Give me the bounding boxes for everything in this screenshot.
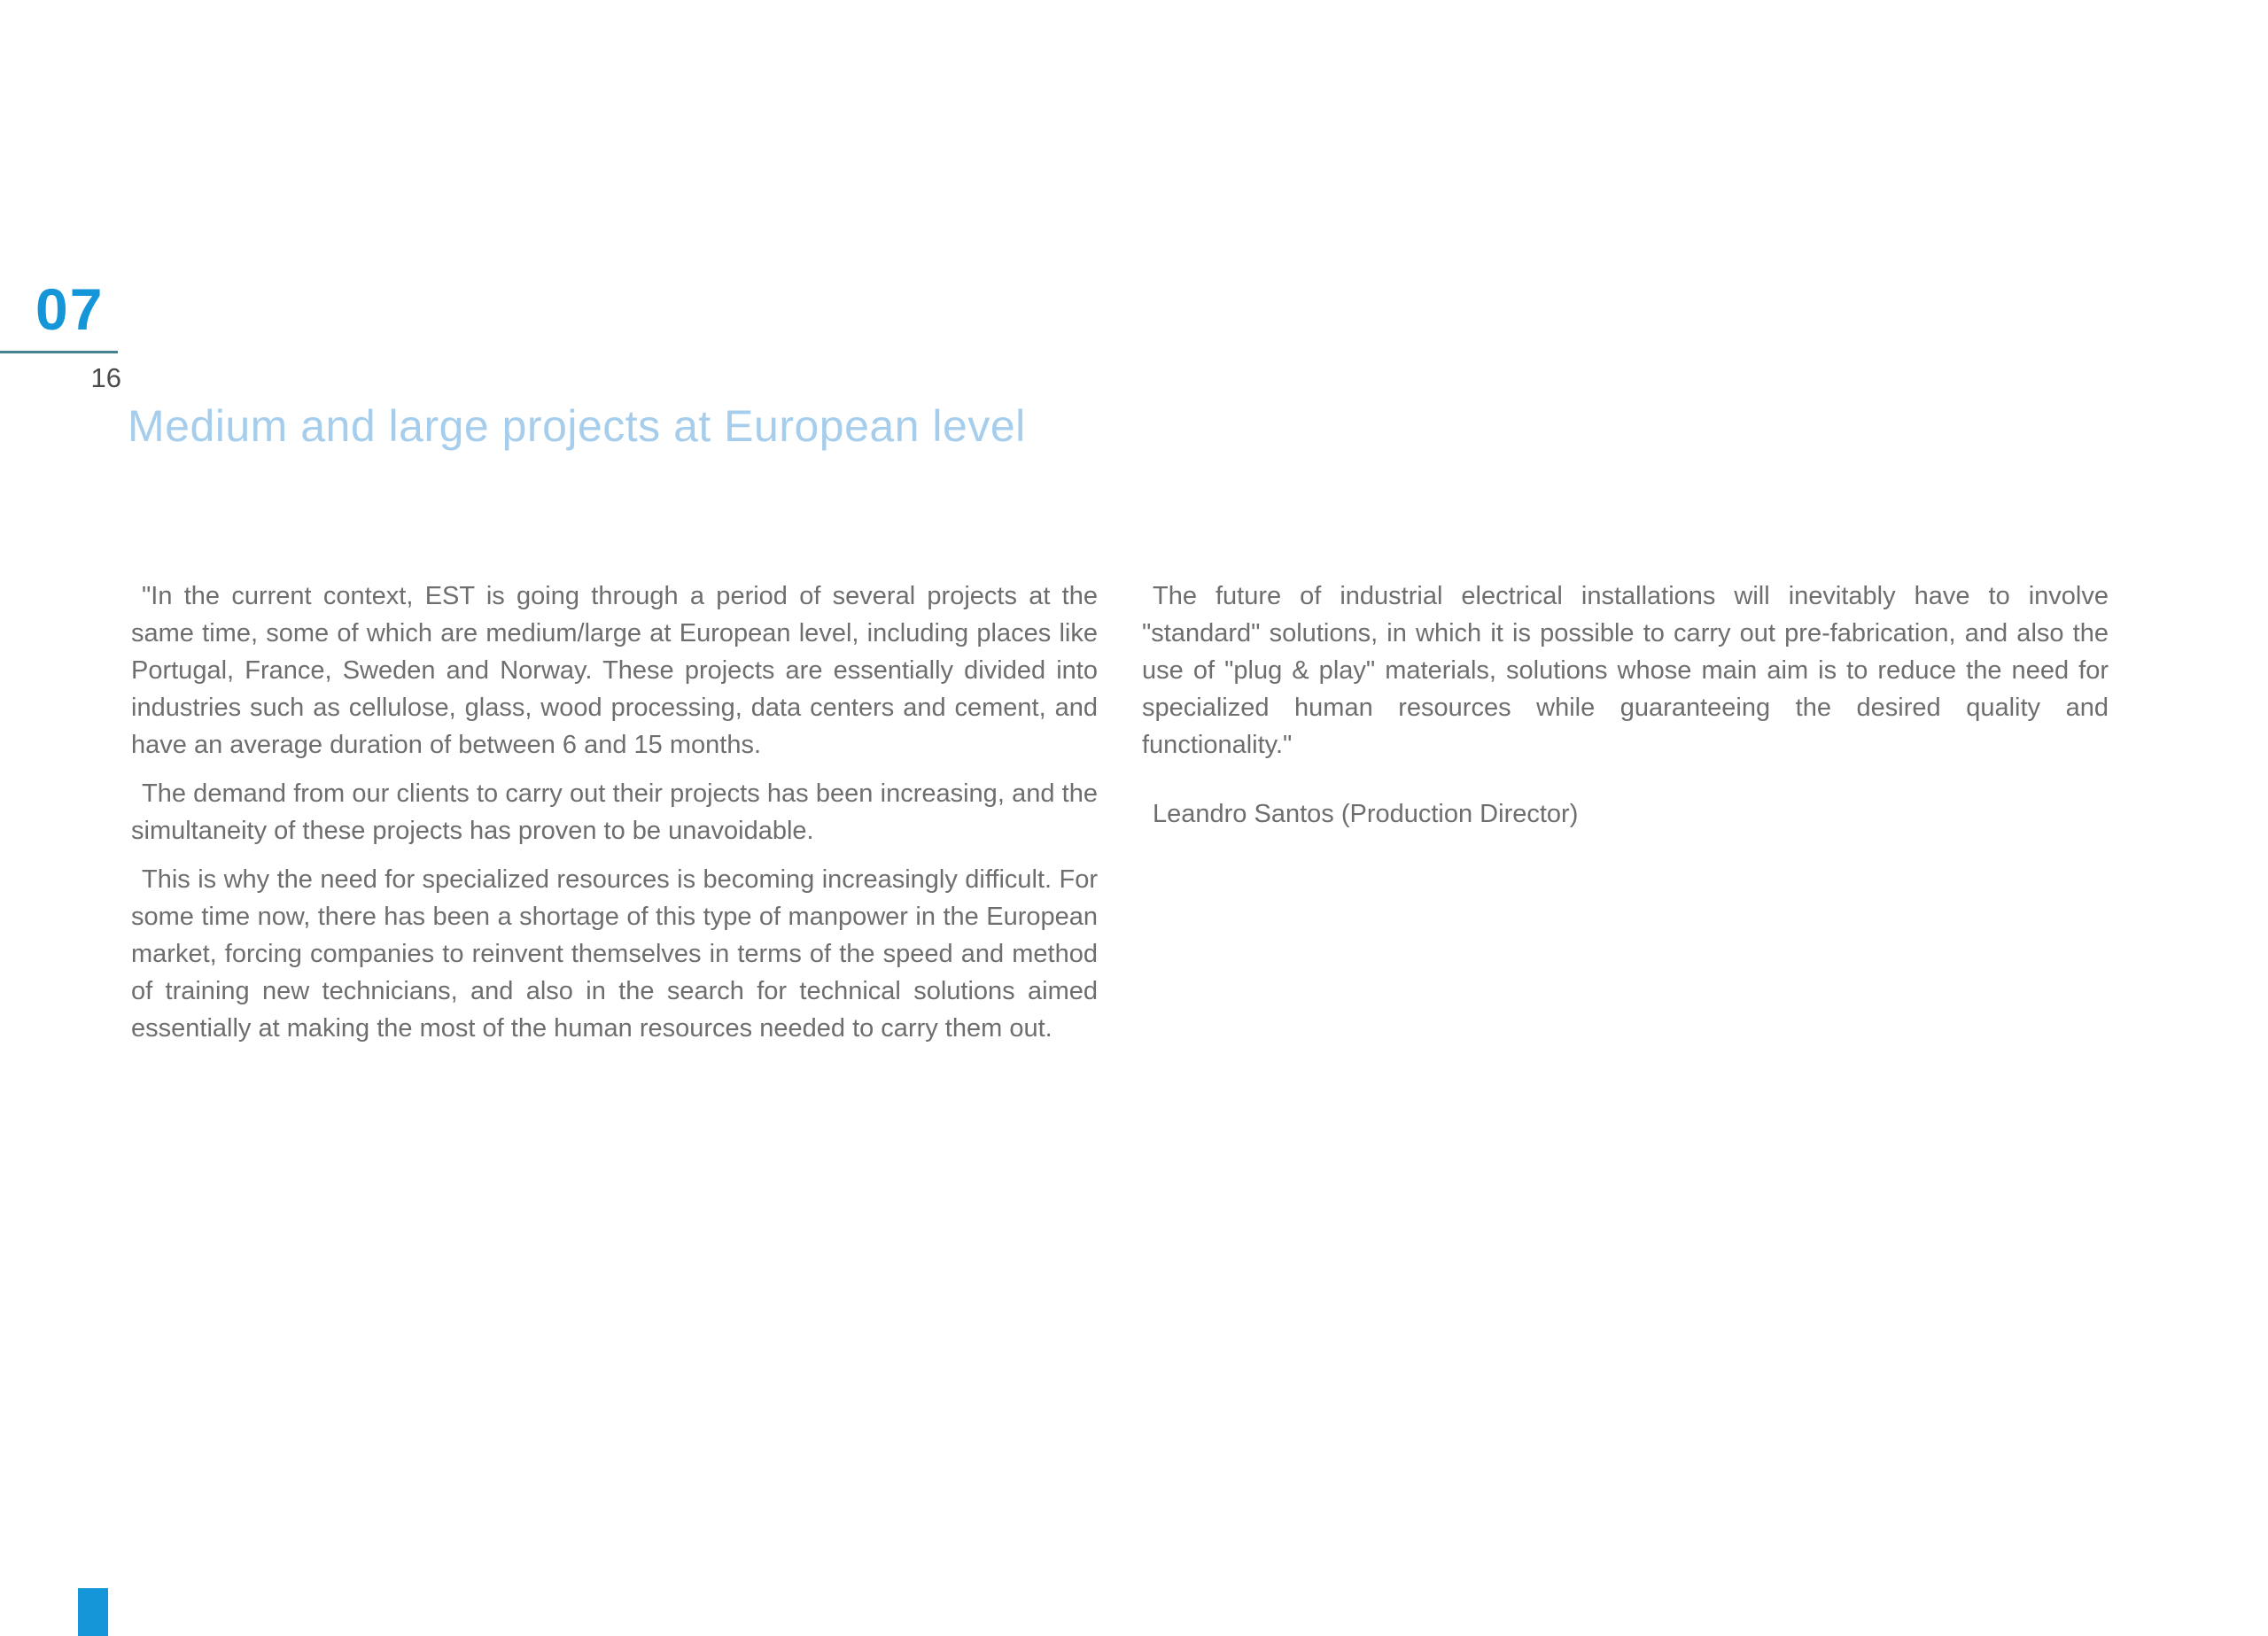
body-paragraph-1: "In the current context, EST is going through a period of several projects at the same time, some of which are medium/large at European level, including places like Portugal, France, Sweden and Norway. These projects are essentially divided into industries such as cellulose, glass, wood processing, data centers and cement, and have an average duration of between 6 and 15 months. bbox=[131, 582, 1098, 759]
quote-attribution: Leandro Santos (Production Director) bbox=[1153, 800, 1579, 828]
body-columns bbox=[131, 578, 2109, 1058]
page-corner-accent bbox=[78, 1588, 108, 1636]
right-column bbox=[1142, 578, 2109, 1058]
body-paragraph-3: This is why the need for specialized resources is becoming increasingly difficult. For some time now, there has been a shortage of this type of manpower in the European market, forcing companies to reinvent themselves in terms of the speed and method of training new technicians, and also in the search for technical solutions aimed essentially at making the most of the human resources needed to carry them out. bbox=[131, 865, 1098, 1043]
quote-paragraph: The future of industrial electrical installations will inevitably have to involve "standard" solutions, in which it is possible to carry out pre-fabrication, and also the use of "plug & play" materials, solutions whose main aim is to reduce the need for specialized human resources while guaranteeing the desired quality and functionality." bbox=[1142, 582, 2109, 759]
chapter-number: 07 bbox=[35, 276, 105, 342]
body-paragraph-2: The demand from our clients to carry out their projects has been increasing, and the simultaneity of these projects has proven to be unavoidable. bbox=[131, 779, 1098, 845]
page-number: 16 bbox=[90, 362, 121, 393]
chapter-rule-divider bbox=[0, 351, 118, 353]
left-column bbox=[131, 578, 1098, 1058]
page-title: Medium and large projects at European level bbox=[128, 401, 1026, 451]
